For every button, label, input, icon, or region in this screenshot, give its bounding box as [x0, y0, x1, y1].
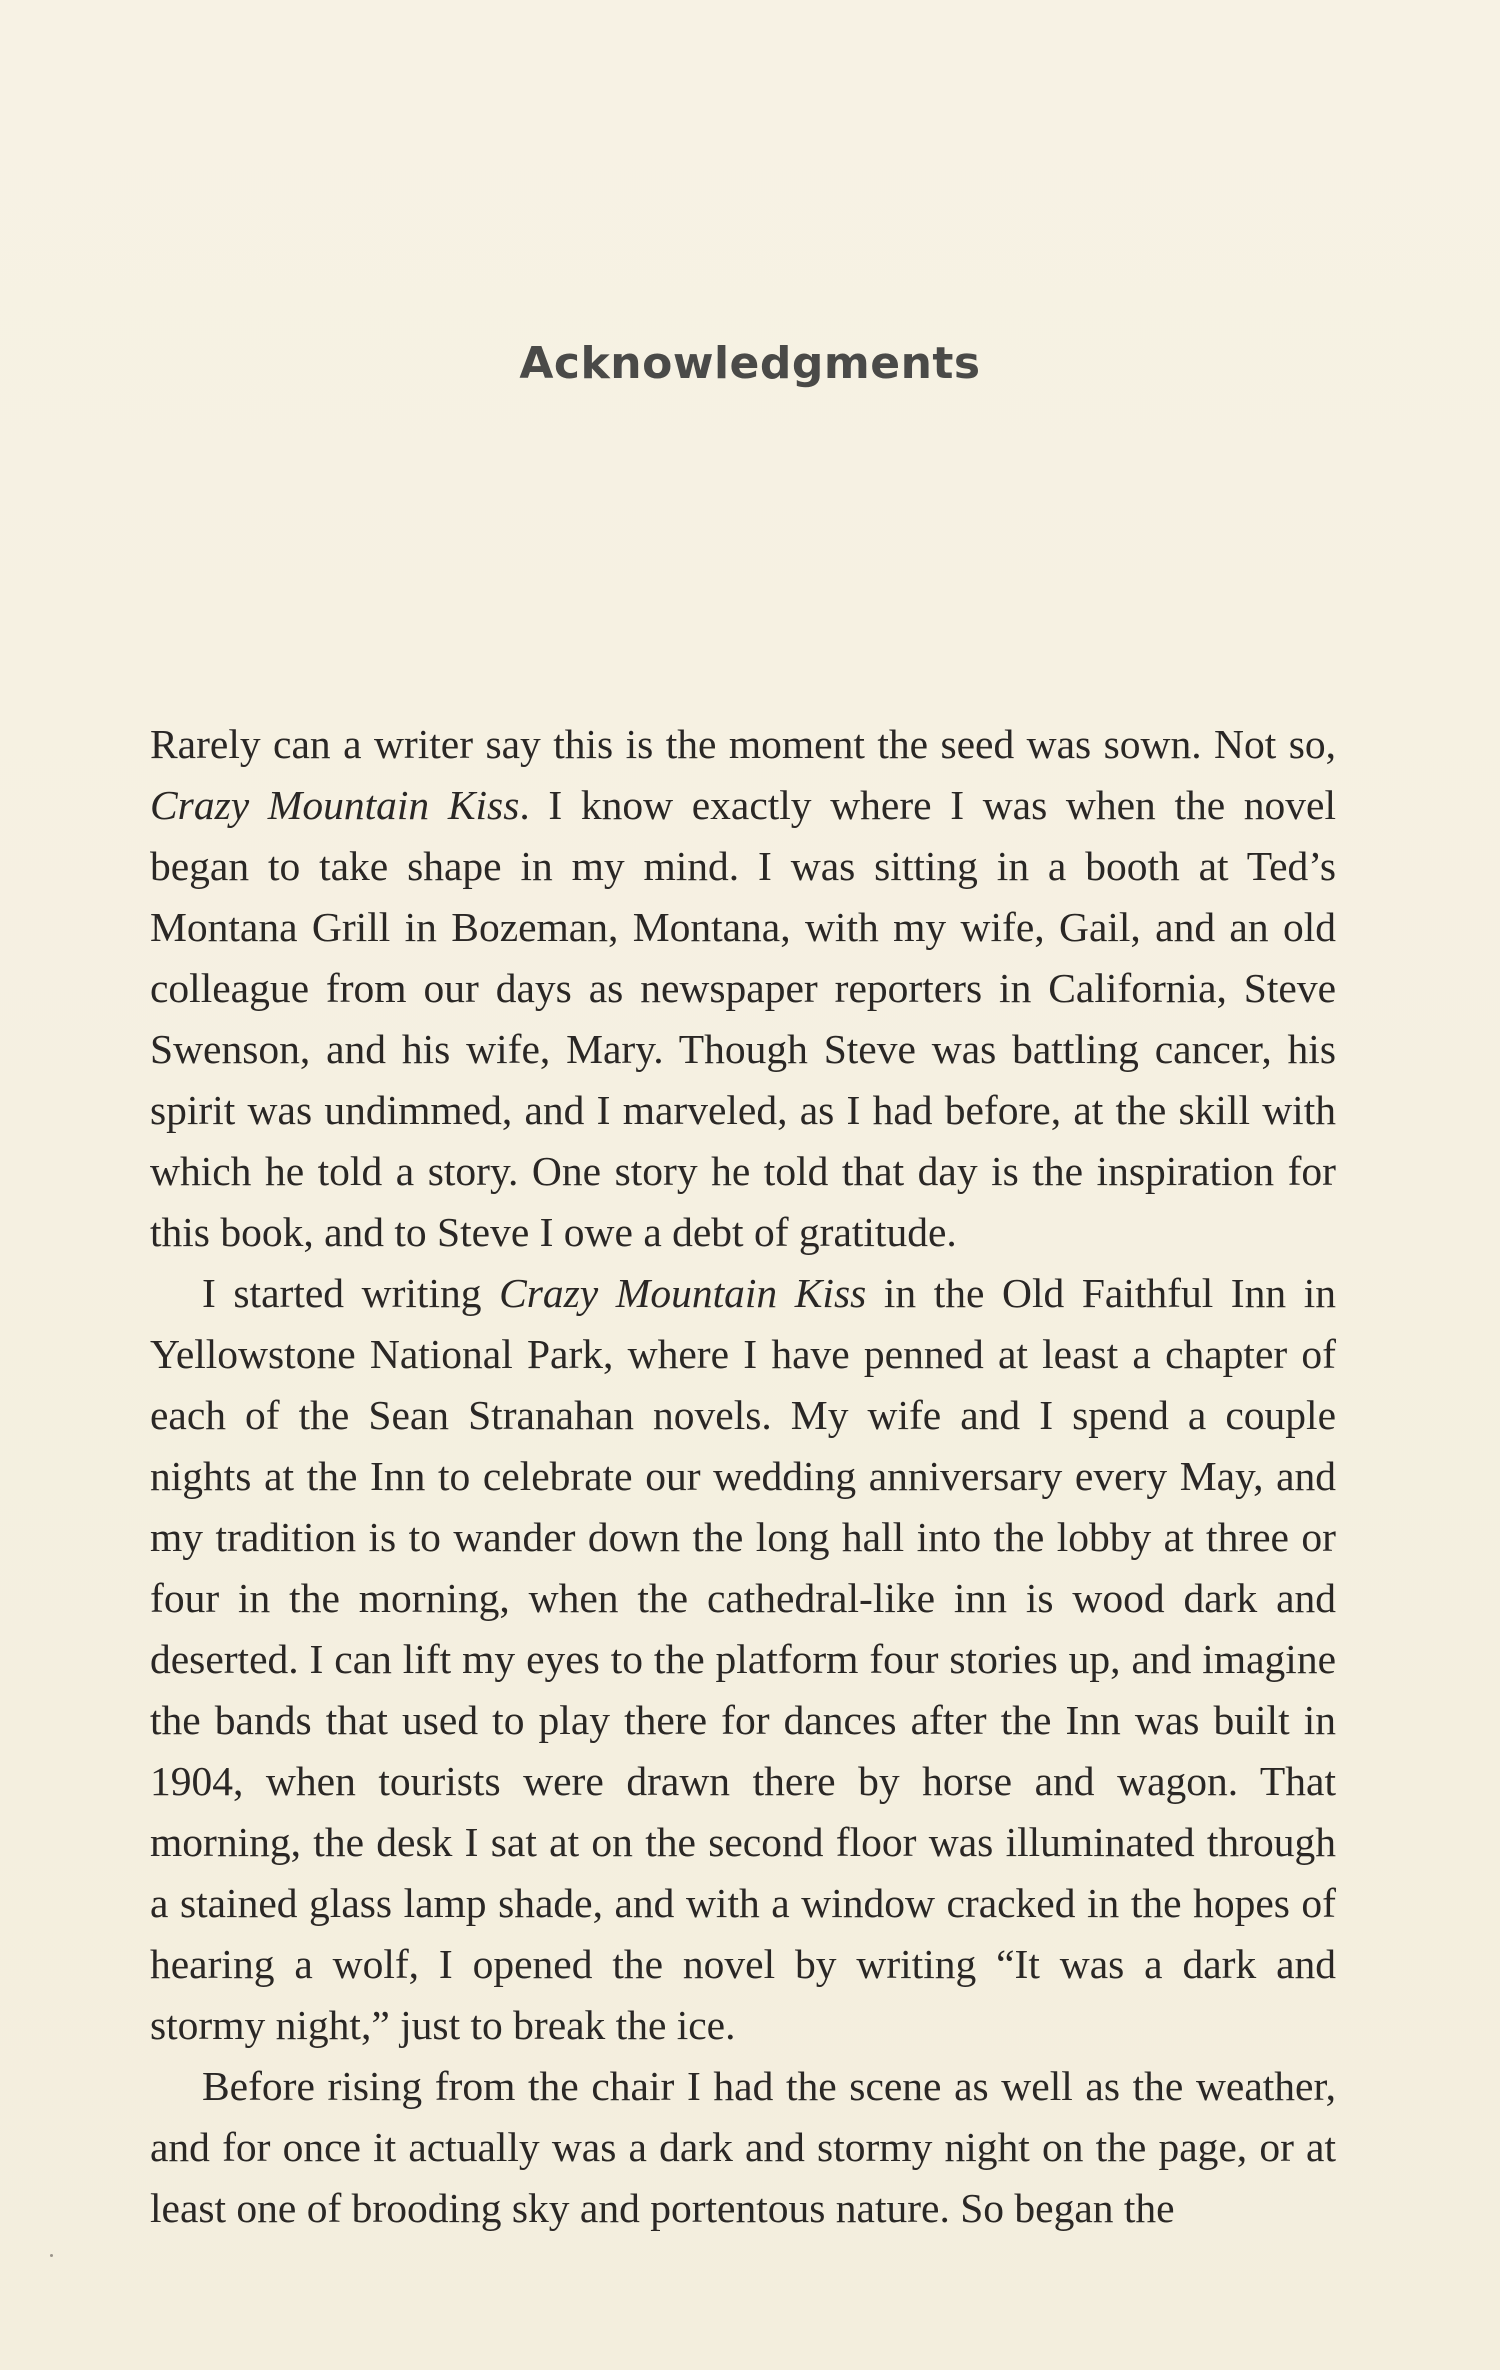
- paragraph-1: [150, 714, 1336, 1263]
- paragraph-1-run-1: Rarely can a writer say this is the moment the seed was sown. Not so,: [150, 721, 1336, 767]
- body-text: [150, 714, 1336, 2239]
- paragraph-1-book-title: Crazy Mountain Kiss: [150, 782, 520, 828]
- page-title: Acknowledgments: [519, 338, 981, 389]
- paragraph-3-run-1: Before rising from the chair I had the scene as well as the weather, and for once it actually was a dark and stormy night on the page, or at least one of brooding sky and portentous nature. So began the: [150, 2063, 1336, 2231]
- paragraph-3: [150, 2056, 1336, 2239]
- paragraph-1-run-2: . I know exactly where I was when the novel began to take shape in my mind. I was sitting in a booth at Ted’s Montana Grill in Bozeman, Montana, with my wife, Gail, and an old colleague from our days as newspaper reporters in California, Steve Swenson, and his wife, Mary. Though Steve was battling cancer, his spirit was undimmed, and I marveled, as I had before, at the skill with which he told a story. One story he told that day is the inspiration for this book, and to Steve I owe a debt of gratitude.: [150, 782, 1337, 1255]
- paragraph-2-book-title: Crazy Mountain Kiss: [499, 1270, 867, 1316]
- paragraph-2-run-2: in the Old Faithful Inn in Yellowstone National Park, where I have penned at least a chapter of each of the Sean Stranahan novels. My wife and I spend a couple nights at the Inn to celebrate our wedding anniversary every May, and my tradition is to wander down the long hall into the lobby at three or four in the morning, when the cathedral-like inn is wood dark and deserted. I can lift my eyes to the platform four stories up, and imagine the bands that used to play there for dances after the Inn was built in 1904, when tourists were drawn there by horse and wagon. That morning, the desk I sat at on the second floor was illuminated through a stained glass lamp shade, and with a window cracked in the hopes of hearing a wolf, I opened the novel by writing “It was a dark and stormy night,” just to break the ice.: [150, 1270, 1336, 2048]
- paragraph-2: [150, 1263, 1336, 2056]
- paper-speck: [50, 2254, 53, 2257]
- paragraph-2-run-1: I started writing: [202, 1270, 500, 1316]
